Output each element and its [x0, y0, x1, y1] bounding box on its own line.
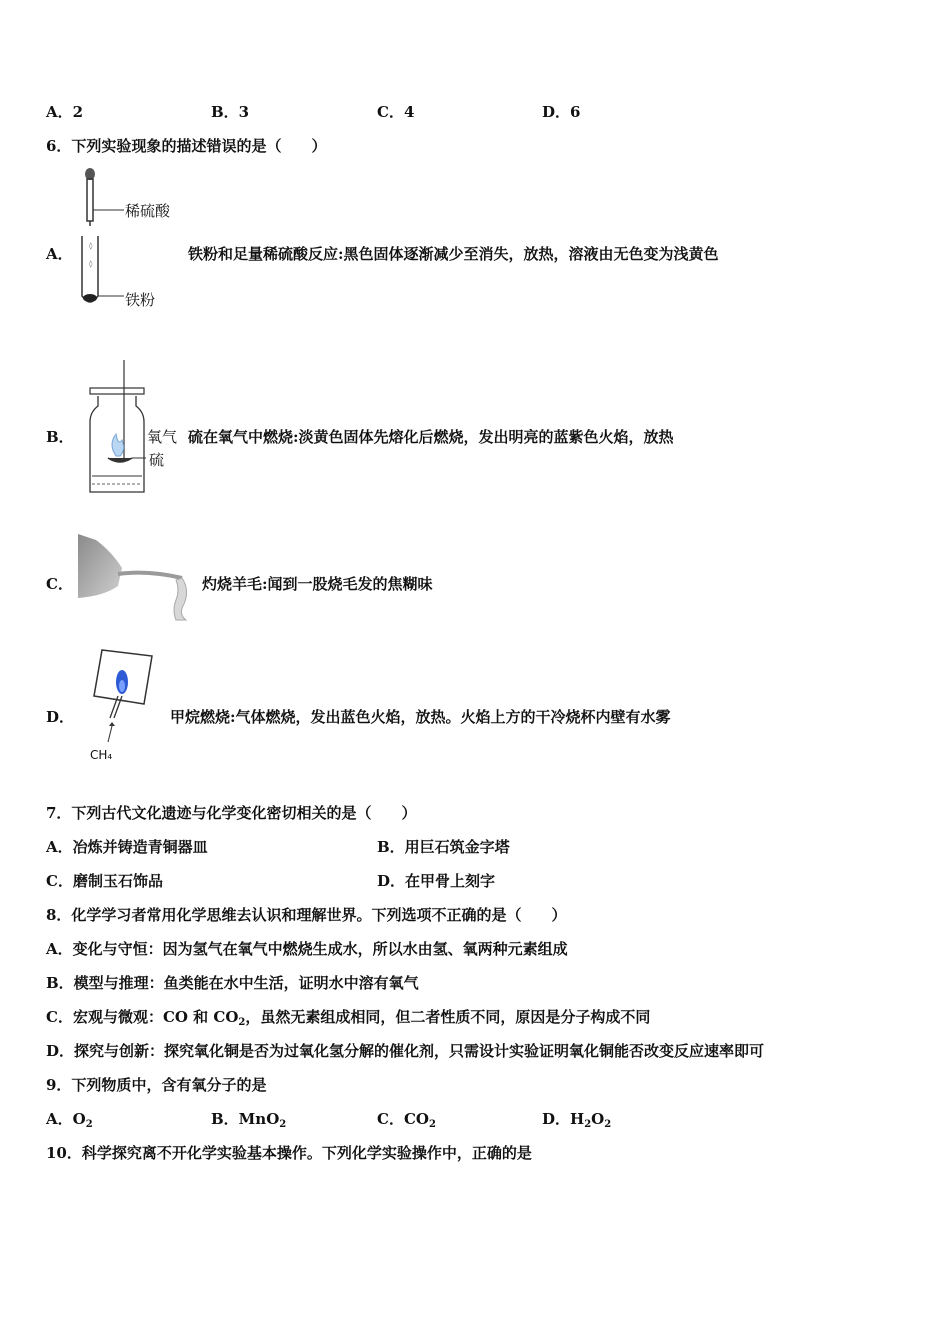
- svg-text:◊: ◊: [89, 260, 93, 268]
- q6-option-a-text: 铁粉和足量稀硫酸反应:黑色固体逐渐减少至消失，放热，溶液由无色变为浅黄色: [188, 245, 719, 263]
- q9-option-d-sub2: 2: [604, 1119, 612, 1130]
- q9-option-d[interactable]: [542, 1109, 611, 1135]
- q7-option-d[interactable]: D．在甲骨上刻字: [377, 872, 496, 890]
- q7-option-c[interactable]: C．磨制玉石饰品: [46, 872, 163, 890]
- label-dilute-acid: 稀硫酸: [125, 202, 171, 220]
- burning-wool-figure: [78, 534, 198, 624]
- q7-option-a[interactable]: A．冶炼并铸造青铜器皿: [46, 838, 208, 856]
- q6-option-d-letter[interactable]: D．: [46, 708, 75, 726]
- q6-option-a-letter[interactable]: A．: [46, 245, 73, 263]
- q9-option-c[interactable]: [377, 1109, 436, 1135]
- q6-option-c-letter[interactable]: C．: [46, 575, 73, 593]
- q8-option-b[interactable]: B．模型与推理：鱼类能在水中生活，证明水中溶有氧气: [46, 974, 419, 992]
- q9-option-a[interactable]: [46, 1109, 93, 1135]
- q9-option-d-sub1: 2: [584, 1119, 592, 1130]
- q9-option-c-sub: 2: [428, 1119, 436, 1130]
- q8-option-c[interactable]: [46, 1007, 650, 1033]
- q7-stem: 7．下列古代文化遗迹与化学变化密切相关的是（ ）: [46, 804, 417, 822]
- q9-option-b-pre: B．MnO: [211, 1110, 280, 1128]
- dropper-bulb: [85, 168, 95, 180]
- q9-option-b[interactable]: [211, 1109, 286, 1135]
- q6-option-b-letter[interactable]: B．: [46, 428, 74, 446]
- gas-jar-figure: [84, 360, 152, 496]
- smoke: [174, 578, 187, 620]
- q9-option-d-pre: D．H: [542, 1110, 585, 1128]
- glass-plate: [90, 388, 144, 394]
- q6-option-b-text: 硫在氧气中燃烧:淡黄色固体先熔化后燃烧，发出明亮的蓝紫色火焰，放热: [188, 428, 674, 446]
- label-iron-powder: 铁粉: [125, 291, 156, 309]
- crucible-tongs: [118, 573, 182, 578]
- q6-stem: 6．下列实验现象的描述错误的是（ ）: [46, 137, 327, 155]
- q5-option-c[interactable]: C．4: [377, 103, 415, 121]
- sulfur-spoon: [108, 458, 132, 462]
- q7-option-b[interactable]: B．用巨石筑金字塔: [377, 838, 510, 856]
- methane-flame-figure: [86, 646, 166, 750]
- q8-option-d[interactable]: D．探究与创新：探究氧化铜是否为过氧化氢分解的催化剂，只需设计实验证明氧化铜能否改变反应速率即可: [46, 1042, 765, 1060]
- q8-option-c-pre: C．宏观与微观：CO 和 CO: [46, 1008, 239, 1026]
- q6-option-c-text: 灼烧羊毛:闻到一股烧毛发的焦糊味: [202, 575, 433, 593]
- hand: [78, 534, 122, 598]
- label-oxygen: 氧气: [147, 428, 178, 446]
- label-sulfur: 硫: [149, 451, 165, 469]
- q10-stem: 10．科学探究离不开化学实验基本操作。下列化学实验操作中，正确的是: [46, 1144, 532, 1162]
- q5-option-d[interactable]: D．6: [542, 103, 581, 121]
- svg-text:◊: ◊: [89, 242, 93, 250]
- iron-powder: [83, 294, 97, 302]
- q8-option-a[interactable]: A．变化与守恒：因为氢气在氧气中燃烧生成水，所以水由氢、氧两种元素组成: [46, 940, 568, 958]
- q8-option-c-sub: 2: [238, 1017, 246, 1028]
- q5-option-b[interactable]: B．3: [211, 103, 250, 121]
- label-ch4: CH₄: [90, 748, 113, 762]
- q9-stem: 9．下列物质中，含有氧分子的是: [46, 1076, 267, 1094]
- q8-option-c-post: ，虽然无素组成相同，但二者性质不同，原因是分子构成不同: [245, 1008, 651, 1026]
- q9-option-d-mid: O: [591, 1110, 605, 1128]
- dropper-tube: [87, 179, 93, 221]
- q6-option-d-text: 甲烷燃烧:气体燃烧，发出蓝色火焰，放热。火焰上方的干冷烧杯内壁有水雾: [170, 708, 671, 726]
- q9-option-b-sub: 2: [279, 1119, 287, 1130]
- q8-stem: 8．化学学习者常用化学思维去认识和理解世界。下列选项不正确的是（ ）: [46, 906, 567, 924]
- q9-option-a-pre: A．O: [46, 1110, 86, 1128]
- blue-violet-flame: [112, 434, 124, 456]
- q5-option-a[interactable]: A．2: [46, 103, 84, 121]
- arrow: [109, 722, 115, 726]
- q9-option-a-sub: 2: [85, 1119, 93, 1130]
- q9-option-c-pre: C．CO: [377, 1110, 429, 1128]
